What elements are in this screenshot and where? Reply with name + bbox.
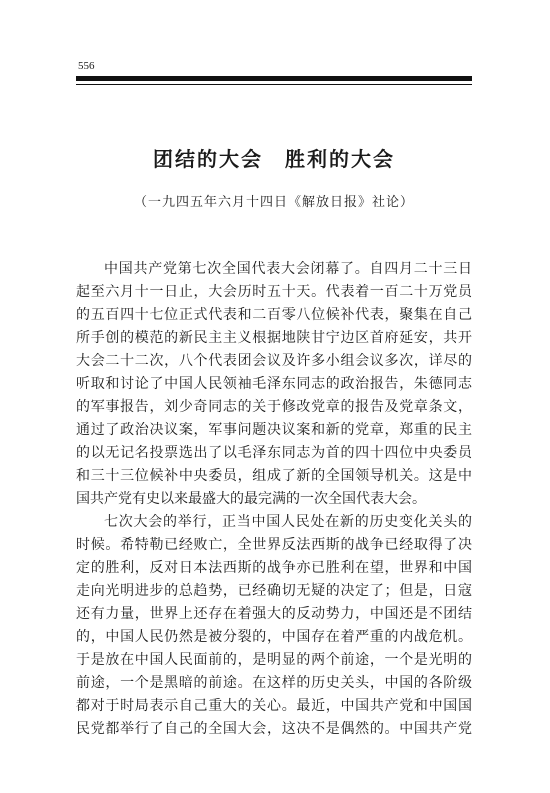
paragraph-line: 和三十三位候补中央委员，组成了新的全国领导机关。这是中 [76, 468, 472, 484]
article-subtitle: （一九四五年六月十四日《解放日报》社论） [133, 195, 414, 210]
article-title: 团结的大会 胜利的大会 [153, 147, 395, 171]
article-body [76, 258, 472, 741]
paragraph-line: 国共产党有史以来最盛大的最完满的一次全国代表大会。 [76, 491, 426, 507]
paragraph-line: 时候。希特勒已经败亡，全世界反法西斯的战争已经取得了决 [76, 537, 472, 553]
paragraph-line: 前途，一个是黑暗的前途。在这样的历史关头，中国的各阶级 [76, 675, 472, 691]
header-rule-thick [76, 76, 472, 81]
paragraph-line: 的五百四十七位正式代表和二百零八位候补代表，聚集在自己 [76, 307, 472, 323]
paragraph-line: 大会二十二次，八个代表团会议及许多小组会议多次，详尽的 [76, 353, 472, 369]
paragraph-line: 还有力量，世界上还存在着强大的反动势力，中国还是不团结 [76, 606, 472, 622]
paragraph-line: 民党都举行了自己的全国大会，这决不是偶然的。中国共产党 [76, 721, 472, 737]
paragraph-line: 的军事报告，刘少奇同志的关于修改党章的报告及党章条文， [76, 399, 472, 415]
paragraph-line: 走向光明进步的总趋势，已经确切无疑的决定了；但是，日寇 [76, 583, 472, 599]
paragraph-line: 所手创的模范的新民主主义根据地陕甘宁边区首府延安，共开 [76, 330, 472, 346]
paragraph-line: 听取和讨论了中国人民领袖毛泽东同志的政治报告，朱德同志 [76, 376, 472, 392]
paragraph-line: 起至六月十一日止，大会历时五十天。代表着一百二十万党员 [76, 284, 472, 300]
paragraph-line: 定的胜利，反对日本法西斯的战争亦已胜利在望，世界和中国 [76, 560, 472, 576]
paragraph-line: 于是放在中国人民面前的，是明显的两个前途，一个是光明的 [76, 652, 472, 668]
paragraph-line: 都对于时局表示自己重大的关心。最近，中国共产党和中国国 [76, 698, 472, 714]
page-number: 556 [78, 60, 95, 72]
header-rule-thin [76, 84, 472, 85]
paragraph-line: 七次大会的举行，正当中国人民处在新的历史变化关头的 [104, 514, 472, 530]
paragraph-line: 中国共产党第七次全国代表大会闭幕了。自四月二十三日 [104, 261, 472, 277]
paragraph-line: 的，中国人民仍然是被分裂的，中国存在着严重的内战危机。 [76, 629, 472, 645]
paragraph-line: 通过了政治决议案，军事问题决议案和新的党章，郑重的民主 [76, 422, 472, 438]
paragraph-line: 的以无记名投票选出了以毛泽东同志为首的四十四位中央委员 [76, 445, 472, 461]
